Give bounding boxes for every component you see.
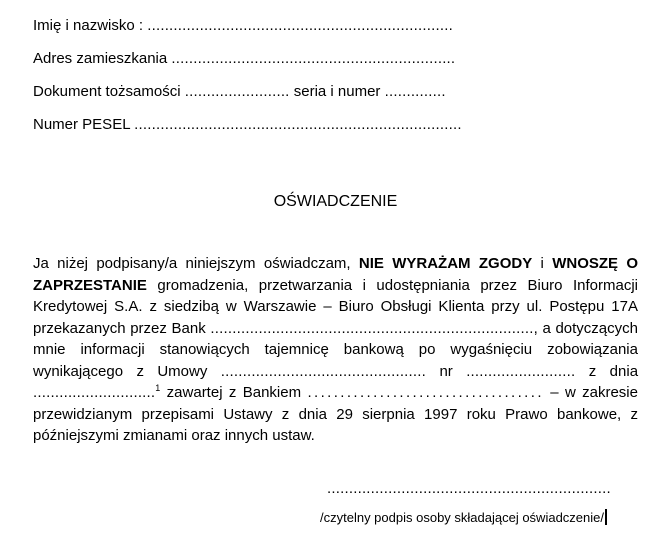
declaration-line-3: Kredytowej S.A. z siedzibą w Warszawie – Biuro Obsługi Klienta przy ul. Postępu 17A: [33, 298, 638, 315]
document-title: OŚWIADCZENIE: [273, 193, 398, 210]
declaration-text: – w zakresie: [550, 384, 638, 401]
text-cursor: [605, 509, 607, 525]
signature-caption-text: /czytelny podpis osoby składającej oświadczenie/: [320, 510, 604, 525]
id-series-blank[interactable]: ..............: [384, 83, 446, 100]
address-field-label: Adres zamieszkania: [33, 50, 168, 67]
declaration-text: nr: [439, 362, 453, 380]
id-document-field-label: Dokument tożsamości: [33, 83, 181, 100]
pesel-field-label: Numer PESEL: [33, 116, 130, 133]
signature-caption: [320, 509, 607, 526]
declaration-text: przekazanych przez Bank: [33, 319, 206, 337]
agreement-name-blank[interactable]: ...............................................: [220, 362, 427, 380]
footnote-marker-1: 1: [155, 383, 161, 393]
bold-phrase-zaprzestanie: ZAPRZESTANIE: [33, 276, 147, 294]
declaration-line-5: mnie informacji stanowiących tajemnicę bankową po wygaśnięciu zobowiązania: [33, 341, 638, 358]
declaration-text: zawartej z Bankiem: [166, 384, 302, 401]
declaration-line-6: [33, 361, 638, 383]
name-field-label: Imię i nazwisko :: [33, 17, 144, 34]
id-document-blank[interactable]: ........................: [184, 83, 290, 100]
name-field-row: [33, 9, 641, 42]
declaration-text: wynikającego z Umowy: [33, 362, 208, 380]
declaration-line-9: późniejszymi zmianami oraz innych ustaw.: [33, 427, 315, 444]
declaration-text: gromadzenia, przetwarzania i udostępniania przez Biuro Informacji: [157, 276, 638, 294]
declaration-line-7: [33, 382, 638, 404]
declaration-text: Ja niżej podpisany/a niniejszym oświadczam,: [33, 255, 351, 272]
bold-phrase-wnosze-o: WNOSZĘ O: [552, 255, 639, 272]
signature-line-blank[interactable]: .................................................................: [327, 480, 611, 497]
id-document-field-row: [33, 75, 641, 108]
bank-name-2-blank[interactable]: ....................................: [307, 384, 544, 401]
header-fields: [33, 9, 641, 141]
id-series-label: seria i numer: [293, 83, 381, 100]
declaration-text: , a dotyczących: [533, 319, 638, 337]
pesel-field-blank[interactable]: ...........................................................................: [134, 116, 462, 133]
bold-phrase-nie-wyrazam-zgody: NIE WYRAŻAM ZGODY: [358, 255, 533, 272]
declaration-text: z dnia: [588, 362, 639, 380]
pesel-field-row: [33, 108, 641, 141]
declaration-line-8: przewidzianym przepisami Ustawy z dnia 29 sierpnia 1997 roku Prawo bankowe, z: [33, 405, 638, 423]
name-field-blank[interactable]: ......................................................................: [147, 17, 453, 34]
declaration-line-2: [33, 275, 638, 297]
agreement-number-blank[interactable]: .........................: [466, 362, 576, 380]
address-field-row: [33, 42, 641, 75]
bank-name-blank[interactable]: ..........................................................................: [210, 319, 534, 337]
declaration-line-4: [33, 318, 638, 340]
agreement-date-blank[interactable]: ............................: [33, 384, 156, 401]
address-field-blank[interactable]: .................................................................: [171, 50, 456, 67]
declaration-paragraph: [33, 253, 638, 447]
declaration-line-1: [33, 253, 638, 275]
declaration-text: i: [540, 255, 544, 272]
